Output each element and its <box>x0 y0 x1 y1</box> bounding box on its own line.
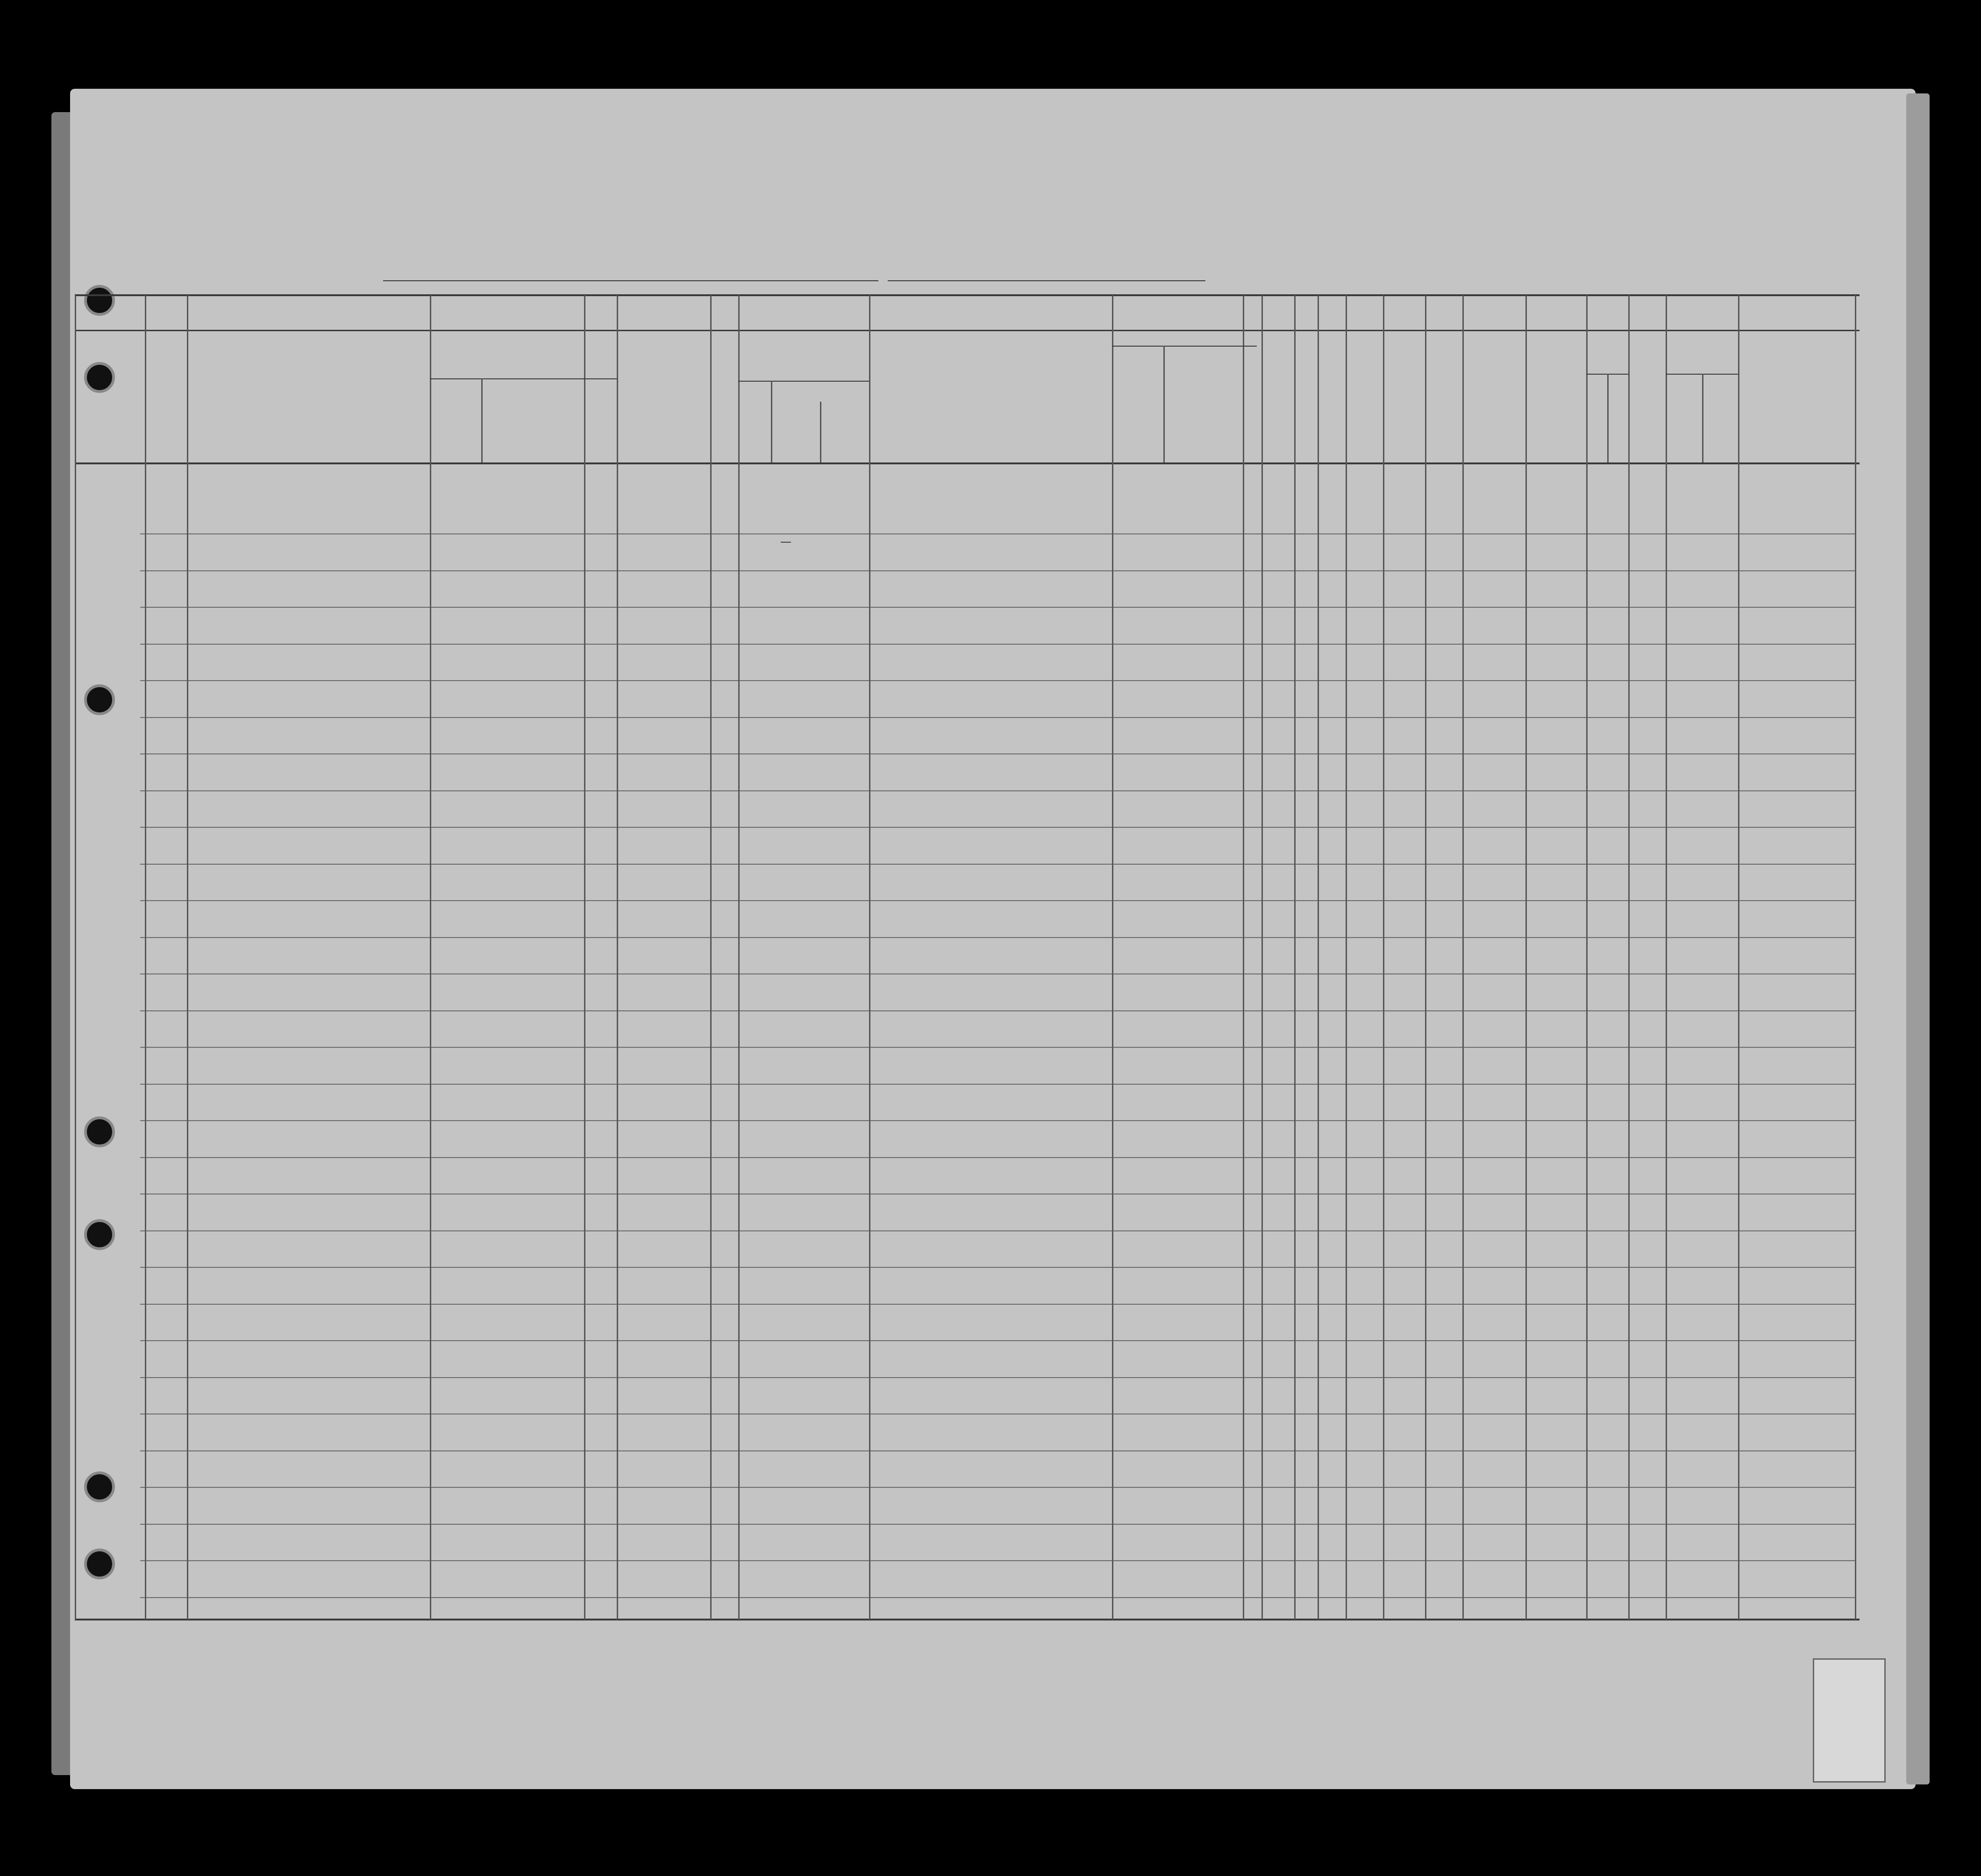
row-divider <box>140 607 1855 608</box>
row-divider <box>140 680 1855 681</box>
color-sub-divider <box>1702 374 1703 462</box>
column-divider <box>1425 295 1426 1620</box>
height-sub-divider <box>1607 374 1609 462</box>
row-divider <box>140 827 1855 828</box>
purpose-divider <box>1112 346 1257 347</box>
row-divider <box>140 790 1855 791</box>
row-divider <box>140 1487 1855 1488</box>
ever-sub-divider <box>771 381 772 462</box>
binder-hole <box>84 362 115 393</box>
column-divider <box>617 295 618 1620</box>
column-divider <box>1462 295 1464 1620</box>
row-divider <box>140 1450 1855 1451</box>
ever-sub-divider-2 <box>820 402 821 462</box>
page-right-edge <box>1906 93 1930 1784</box>
row-divider <box>140 570 1855 571</box>
row-divider <box>140 1524 1855 1525</box>
column-divider <box>187 295 188 1620</box>
column-divider <box>710 295 712 1620</box>
header-bottom-border <box>75 462 1860 464</box>
column-divider <box>1586 295 1588 1620</box>
column-divider <box>1383 295 1384 1620</box>
port-underline <box>383 280 878 281</box>
binder-hole <box>84 285 115 316</box>
column-divider <box>1738 295 1739 1620</box>
row-divider <box>140 1597 1855 1598</box>
column-divider <box>1666 295 1667 1620</box>
column-divider <box>1525 295 1527 1620</box>
column-divider <box>738 295 740 1620</box>
column-divider <box>75 295 76 1620</box>
column-divider <box>1261 295 1263 1620</box>
column-divider <box>1112 295 1113 1620</box>
binder-hole <box>84 1471 115 1502</box>
column-divider <box>1346 295 1347 1620</box>
column-divider <box>430 295 431 1620</box>
row-divider <box>140 1084 1855 1085</box>
binder-hole <box>84 684 115 715</box>
row-divider <box>140 900 1855 901</box>
row-divider <box>140 1120 1855 1121</box>
instructions <box>140 206 1635 222</box>
column-divider <box>1628 295 1630 1620</box>
row-divider <box>140 1340 1855 1341</box>
colnum-border <box>75 330 1860 331</box>
column-divider <box>584 295 585 1620</box>
date-underline <box>888 280 1205 281</box>
row-divider <box>140 1267 1855 1268</box>
column-divider <box>869 295 870 1620</box>
column-divider <box>1318 295 1319 1620</box>
ever-divider <box>738 381 869 382</box>
binder-hole <box>84 1549 115 1579</box>
row-divider <box>140 644 1855 645</box>
row-divider <box>140 1377 1855 1378</box>
row-divider <box>140 1560 1855 1561</box>
dest-sub-divider <box>481 378 483 462</box>
column-divider <box>1294 295 1296 1620</box>
page-corner <box>1813 1658 1886 1783</box>
table-top-border <box>75 294 1860 296</box>
table-bottom-border <box>75 1619 1860 1620</box>
purpose-sub-divider <box>1163 346 1165 462</box>
dest-divider <box>430 378 617 379</box>
binder-hole <box>84 1219 115 1250</box>
row-divider <box>140 1157 1855 1158</box>
row-divider <box>140 1010 1855 1011</box>
row-divider <box>140 1047 1855 1048</box>
handwritten-cross-out: — <box>780 535 791 548</box>
row-divider <box>140 533 1855 534</box>
row-divider <box>140 937 1855 938</box>
row-divider <box>140 753 1855 754</box>
row-divider <box>140 1230 1855 1231</box>
row-divider <box>140 864 1855 865</box>
binder-hole <box>84 1116 115 1147</box>
row-divider <box>140 717 1855 718</box>
column-divider <box>1855 295 1856 1620</box>
column-divider <box>1243 295 1244 1620</box>
row-divider <box>140 1304 1855 1305</box>
manifest-sheet <box>70 89 1916 1789</box>
column-divider <box>145 295 146 1620</box>
